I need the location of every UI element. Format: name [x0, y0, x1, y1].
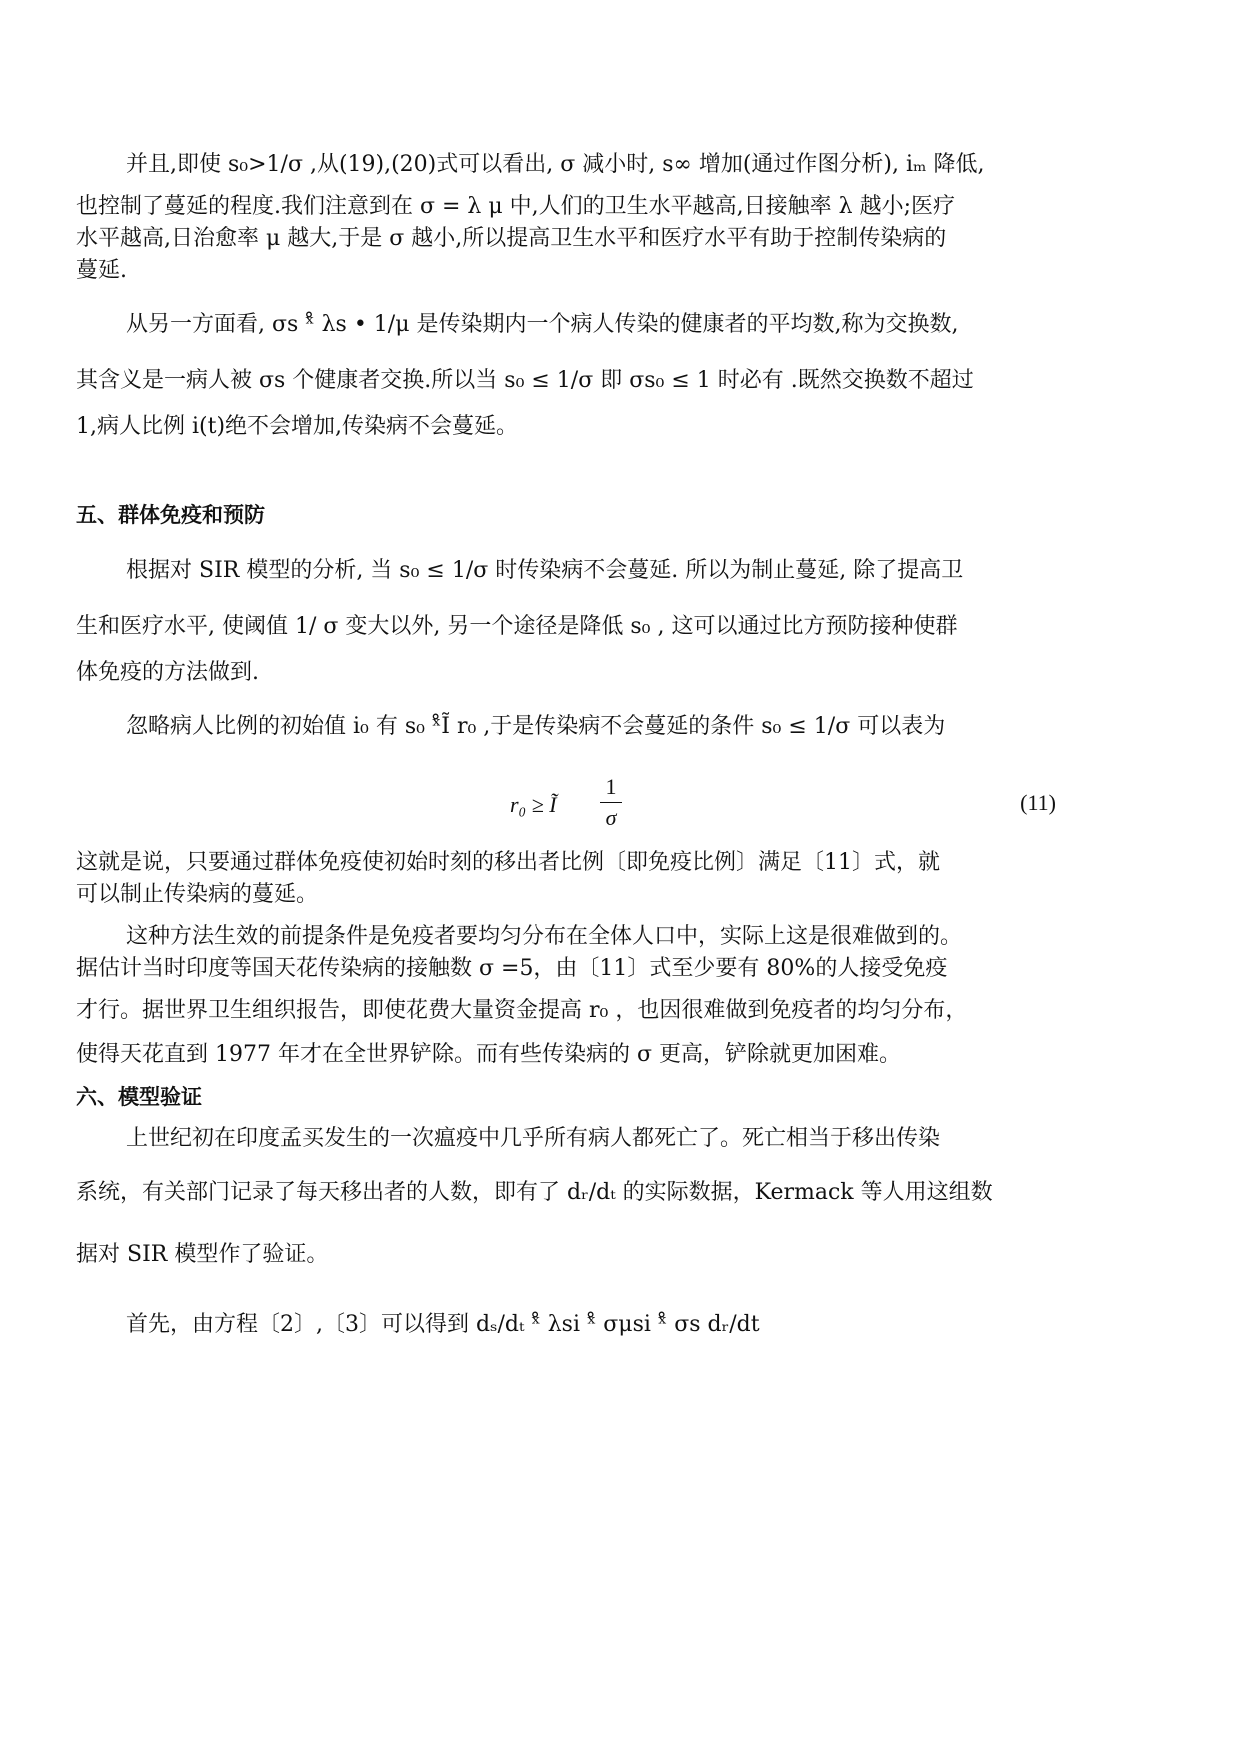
equation-number: (11)	[1020, 790, 1056, 815]
section-heading: 五、群体免疫和预防	[76, 503, 265, 527]
text-line: 生和医疗水平, 使阈值 1/ σ 变大以外, 另一个途径是降低 s₀ , 这可以通过比方预防接种使群	[76, 614, 958, 639]
text-line: 根据对 SIR 模型的分析, 当 s₀ ≤ 1/σ 时传染病不会蔓延. 所以为制止蔓延, 除了提高卫	[126, 558, 964, 583]
text-line: 忽略病人比例的初始值 i₀ 有 s₀ ˣ̊Ĩ r₀ ,于是传染病不会蔓延的条件 s₀ ≤ 1/σ 可以表为	[126, 714, 946, 739]
equation-lhs: r₀ ≥ Ĩ	[510, 792, 557, 817]
text-line: 体免疫的方法做到.	[76, 660, 259, 685]
text-line: 据对 SIR 模型作了验证。	[76, 1242, 329, 1267]
text-line: 据估计当时印度等国天花传染病的接触数 σ =5，由〔11〕式至少要有 80%的人接受免疫	[76, 956, 948, 981]
text-line: 其含义是一病人被 σs 个健康者交换.所以当 s₀ ≤ 1/σ 即 σs₀ ≤ 1 时必有 .既然交换数不超过	[76, 368, 974, 393]
text-line: 1,病人比例 i(t)绝不会增加,传染病不会蔓延。	[76, 414, 519, 439]
text-line: 首先，由方程〔2〕,〔3〕可以得到 dₛ/dₜ ˣ̊ λsi ˣ̊ σμsi ˣ̊ σs dᵣ/dt	[126, 1312, 760, 1337]
text-line: 这种方法生效的前提条件是免疫者要均匀分布在全体人口中，实际上这是很难做到的。	[126, 924, 963, 949]
fraction-numerator: 1	[605, 774, 617, 799]
text-line: 从另一方面看, σs ˣ̊ λs • 1/μ 是传染期内一个病人传染的健康者的平均数,称为交换数,	[126, 312, 959, 337]
text-line: 这就是说，只要通过群体免疫使初始时刻的移出者比例〔即免疫比例〕满足〔11〕式，就	[76, 850, 940, 875]
text-line: 上世纪初在印度孟买发生的一次瘟疫中几乎所有病人都死亡了。死亡相当于移出传染	[126, 1126, 941, 1151]
text-line: 使得天花直到 1977 年才在全世界铲除。而有些传染病的 σ 更高，铲除就更加困难。	[76, 1042, 901, 1067]
fraction-denominator: σ	[605, 805, 617, 830]
text-line: 水平越高,日治愈率 μ 越大,于是 σ 越小,所以提高卫生水平和医疗水平有助于控制传染病的	[76, 226, 947, 251]
text-line: 并且,即使 s₀>1/σ ,从(19),(20)式可以看出, σ 减小时, s∞ 增加(通过作图分析), iₘ 降低,	[126, 152, 985, 177]
text-line: 才行。据世界卫生组织报告，即使花费大量资金提高 r₀ ，也因很难做到免疫者的均匀分布，	[76, 998, 968, 1023]
section-heading: 六、模型验证	[76, 1085, 202, 1109]
text-line: 系统，有关部门记录了每天移出者的人数，即有了 dᵣ/dₜ 的实际数据，Kermack 等人用这组数	[76, 1180, 993, 1205]
equation-11	[76, 772, 1056, 842]
text-line: 蔓延.	[76, 258, 127, 283]
text-line: 也控制了蔓延的程度.我们注意到在 σ = λ μ 中,人们的卫生水平越高,日接触率 λ 越小;医疗	[76, 194, 955, 219]
text-line: 可以制止传染病的蔓延。	[76, 882, 319, 907]
equation-fraction	[596, 772, 626, 833]
